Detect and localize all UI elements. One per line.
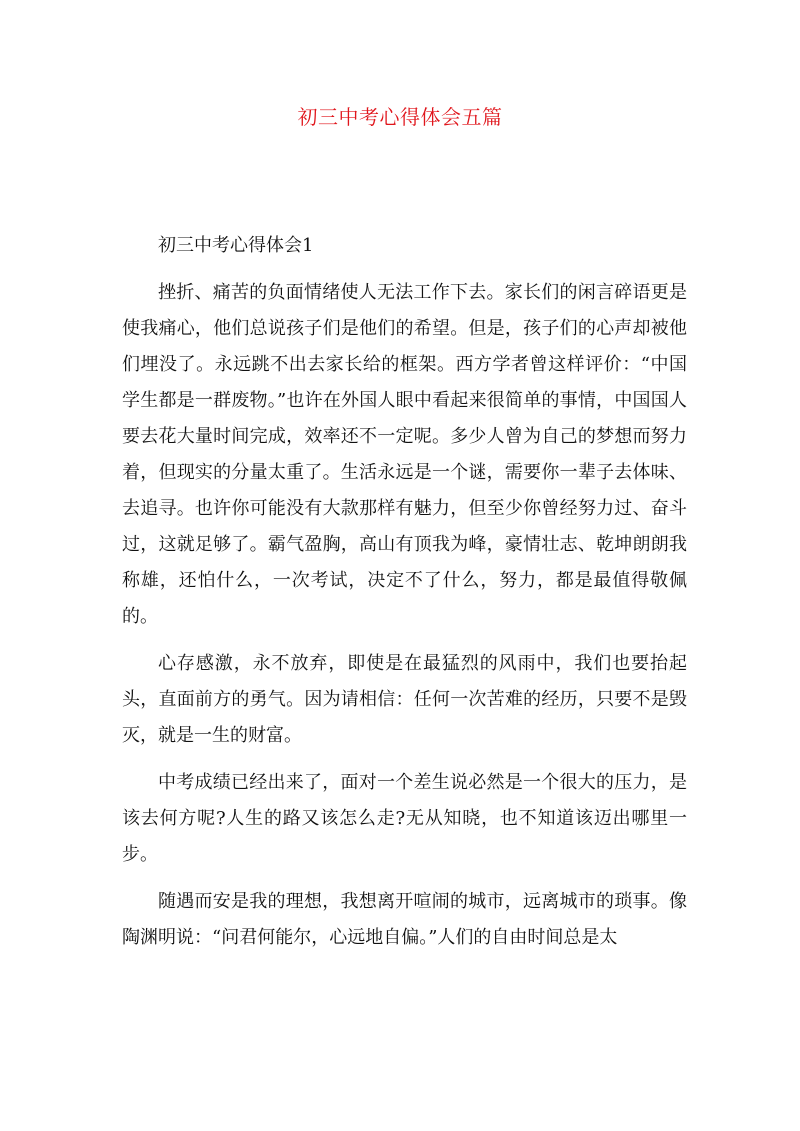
- document-title: 初三中考心得体会五篇: [297, 105, 503, 129]
- paragraph-2: 心存感激，永不放弃，即使是在最猛烈的风雨中，我们也要抬起头，直面前方的勇气。因为请相信：任何一次苦难的经历，只要不是毁灭，就是一生的财富。: [122, 653, 687, 746]
- section-heading: 初三中考心得体会1: [158, 235, 314, 256]
- paragraph-3: 中考成绩已经出来了，面对一个差生说必然是一个很大的压力，是该去何方呢?人生的路又该怎么走?无从知晓，也不知道该迈出哪里一步。: [122, 772, 687, 865]
- document-body: [122, 228, 687, 967]
- paragraph-4: 随遇而安是我的理想，我想离开喧闹的城市，远离城市的琐事。像陶渊明说：“问君何能尔，心远地自偏。”人们的自由时间总是太: [122, 891, 687, 948]
- paragraph-1: 挫折、痛苦的负面情绪使人无法工作下去。家长们的闲言碎语更是使我痛心，他们总说孩子们是他们的希望。但是，孩子们的心声却被他们埋没了。永远跳不出去家长给的框架。西方学者曾这样评价：“中国学生都是一群废物。”也许在外国人眼中看起来很简单的事情，中国国人要去花大量时间完成，效率还不一定呢。多少人曾为自己的梦想而努力着，但现实的分量太重了。生活永远是一个谜，需要你一辈子去体味、去追寻。也许你可能没有大款那样有魅力，但至少你曾经努力过、奋斗过，这就足够了。霸气盈胸，高山有顶我为峰，豪情壮志、乾坤朗朗我称雄，还怕什么，一次考试，决定不了什么，努力，都是最值得敬佩的。: [122, 282, 687, 627]
